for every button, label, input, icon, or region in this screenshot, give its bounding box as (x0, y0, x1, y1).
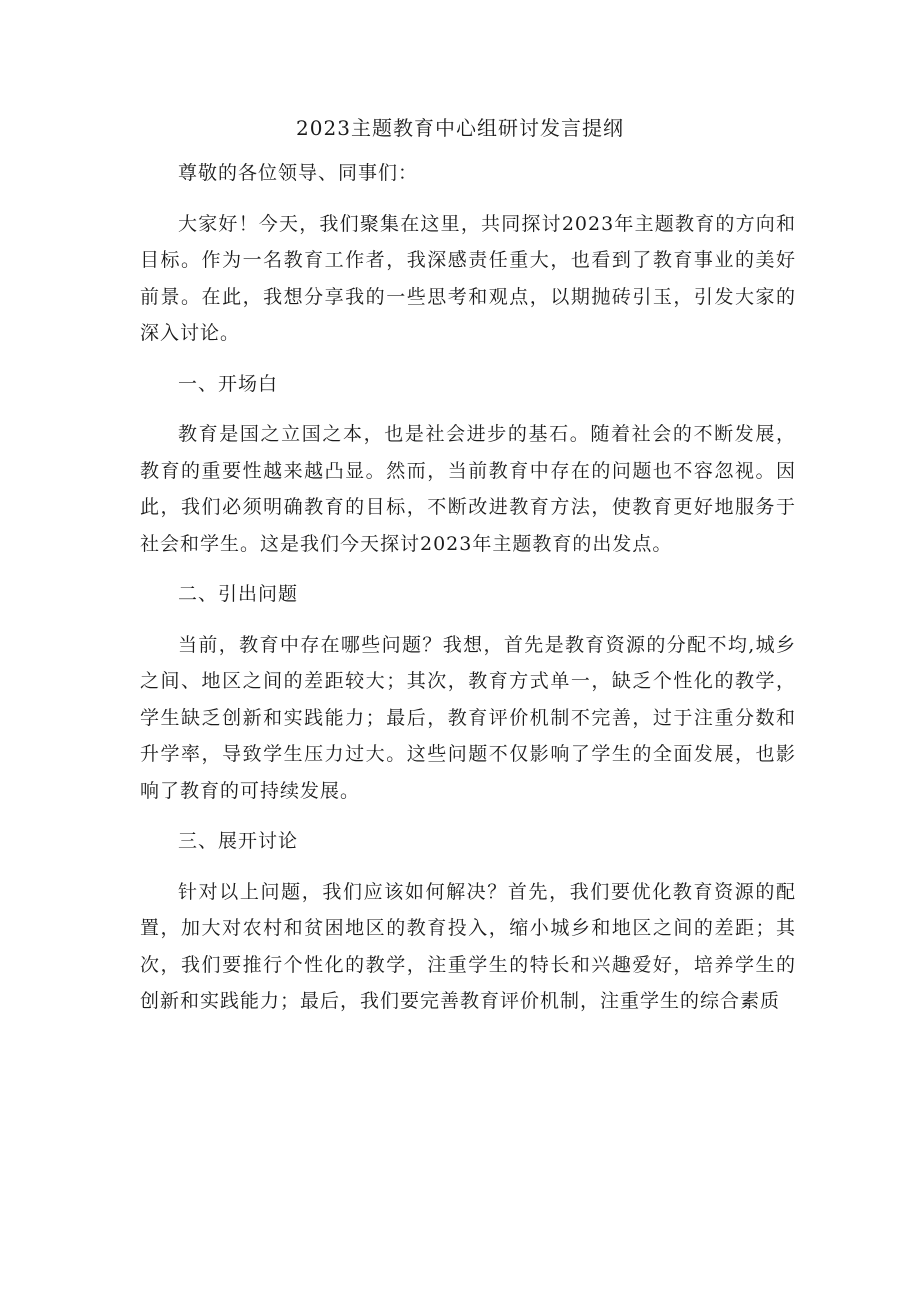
intro-paragraph: 大家好！今天，我们聚集在这里，共同探讨2023年主题教育的方向和目标。作为一名教育工作者，我深感责任重大，也看到了教育事业的美好前景。在此，我想分享我的一些思考和观点，以期抛砖引玉，引发大家的深入讨论。 (140, 212, 796, 344)
section-heading-problems: 二、引出问题 (178, 583, 299, 605)
section-heading-opening: 一、开场白 (178, 372, 279, 395)
section-heading-discussion: 三、展开讨论 (178, 830, 299, 852)
section-body-discussion: 针对以上问题，我们应该如何解决？首先，我们要优化教育资源的配置，加大对农村和贫困地区的教育投入，缩小城乡和地区之间的差距；其次，我们要推行个性化的教学，注重学生的特长和兴趣爱好，培养学生的创新和实践能力；最后，我们要完善教育评价机制，注重学生的综合素质 (140, 880, 796, 1012)
document-body (140, 155, 796, 1022)
document-title: 2023主题教育中心组研讨发言提纲 (296, 116, 624, 140)
section-body-problems: 当前，教育中存在哪些问题？我想，首先是教育资源的分配不均,城乡之间、地区之间的差距较大；其次，教育方式单一，缺乏个性化的教学，学生缺乏创新和实践能力；最后，教育评价机制不完善，过于注重分数和升学率，导致学生压力过大。这些问题不仅影响了学生的全面发展，也影响了教育的可持续发展。 (140, 633, 796, 802)
greeting-paragraph: 尊敬的各位领导、同事们： (178, 162, 419, 184)
section-body-opening: 教育是国之立国之本，也是社会进步的基石。随着社会的不断发展，教育的重要性越来越凸显。然而，当前教育中存在的问题也不容忽视。因此，我们必须明确教育的目标，不断改进教育方法，使教育更好地服务于社会和学生。这是我们今天探讨2023年主题教育的出发点。 (140, 423, 796, 555)
